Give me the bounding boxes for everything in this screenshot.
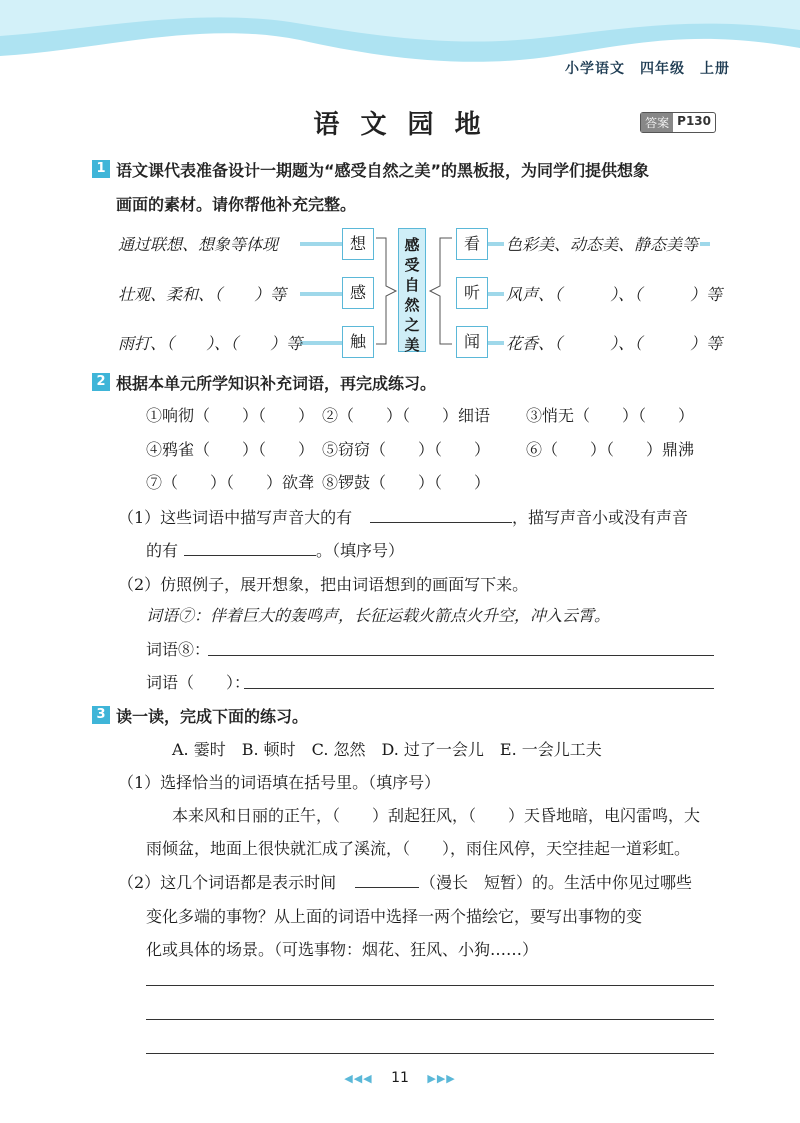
- q1-text-line2: 画面的素材。请你帮他补充完整。: [116, 195, 357, 214]
- question-number-3: 3: [92, 706, 110, 724]
- right-row-2-text: 风声、（ ）、（ ）等: [504, 282, 724, 305]
- right-arrows-icon: ▶▶▶: [427, 1072, 456, 1085]
- book-label: 小学语文 四年级 上册: [565, 61, 730, 77]
- q2-sub1-d: 。（填序号）: [316, 541, 405, 560]
- sense-box-feel: 感: [342, 277, 374, 309]
- left-bar-3: [300, 341, 342, 345]
- left-brace: [374, 236, 398, 346]
- word-1: ①响彻（ ）（ ）: [146, 406, 315, 425]
- writing-line-2[interactable]: [146, 1019, 714, 1020]
- q2-blank-quiet[interactable]: [184, 555, 316, 556]
- word-2: ②（ ）（ ）细语: [322, 406, 491, 425]
- sense-box-hear: 听: [456, 277, 488, 309]
- center-theme-box: [398, 228, 426, 352]
- q3-options: A. 霎时 B. 顿时 C. 忽然 D. 过了一会儿 E. 一会儿工夫: [172, 740, 602, 759]
- word-6: ⑥（ ）（ ）鼎沸: [526, 440, 695, 459]
- q3-blank-time[interactable]: [355, 887, 419, 888]
- q2-text: 根据本单元所学知识补充词语，再完成练习。: [116, 374, 437, 393]
- q3-sub1: （1）选择恰当的词语填在括号里。（填序号）: [118, 773, 441, 792]
- question-number-1: 1: [92, 160, 110, 178]
- left-arrows-icon: ◀◀◀: [344, 1072, 373, 1085]
- q2-answer-1-label: 词语⑧：: [146, 640, 211, 659]
- word-8: ⑧锣鼓（ ）（ ）: [322, 473, 491, 492]
- answer-tag[interactable]: [640, 112, 716, 133]
- word-3: ③悄无（ ）（ ）: [526, 406, 695, 425]
- sense-box-touch: 触: [342, 326, 374, 358]
- left-bar-2: [300, 292, 342, 296]
- q1-text-line1: 语文课代表准备设计一期题为“感受自然之美”的黑板报，为同学们提供想象: [116, 161, 650, 180]
- q2-sub1-c: 的有: [146, 541, 179, 560]
- writing-line-3[interactable]: [146, 1053, 714, 1054]
- q2-answer-2-line[interactable]: [244, 688, 714, 689]
- sense-box-smell: 闻: [456, 326, 488, 358]
- q2-sub1-a: （1）这些词语中描写声音大的有: [118, 508, 353, 527]
- page-number: 11: [391, 1070, 409, 1086]
- page-title: 语 文 园 地: [313, 110, 487, 140]
- center-theme: 感受自然之美: [404, 236, 420, 354]
- word-4: ④鸦雀（ ）（ ）: [146, 440, 315, 459]
- q3-sub2-b: （漫长 短暂）的。生活中你见过哪些: [420, 873, 693, 892]
- left-row-2-text: 壮观、柔和、（ ）等: [118, 285, 287, 304]
- word-7: ⑦（ ）（ ）欲聋: [146, 473, 315, 492]
- answer-label: 答案: [641, 113, 673, 132]
- word-5: ⑤窃窃（ ）（ ）: [322, 440, 491, 459]
- page-footer: [0, 1070, 800, 1086]
- q3-para-2: 雨倾盆，地面上很快就汇成了溪流，（ ），雨住风停，天空挂起一道彩虹。: [146, 839, 691, 858]
- question-number-2: 2: [92, 373, 110, 391]
- answer-page: P130: [677, 114, 711, 128]
- q2-answer-2-label: 词语（ ）：: [146, 673, 251, 692]
- q3-text: 读一读，完成下面的练习。: [116, 707, 309, 726]
- writing-line-1[interactable]: [146, 985, 714, 986]
- sense-box-think: 想: [342, 228, 374, 260]
- left-row-1-text: 通过联想、想象等体现: [118, 235, 279, 254]
- q2-sub1-b: ，描写声音小或没有声音: [512, 508, 689, 527]
- sense-box-see: 看: [456, 228, 488, 260]
- q2-example: 词语⑦：伴着巨大的轰鸣声，长征运载火箭点火升空，冲入云霄。: [146, 606, 611, 625]
- q3-para-1: 本来风和日丽的正午，（ ）刮起狂风，（ ）天昏地暗，电闪雷鸣，大: [172, 806, 701, 825]
- right-row-3-text: 花香、（ ）、（ ）等: [504, 331, 724, 354]
- right-row-1-text: 色彩美、动态美、静态美等: [504, 232, 700, 255]
- q3-sub2-a: （2）这几个词语都是表示时间: [118, 873, 337, 892]
- q2-blank-loud[interactable]: [370, 522, 512, 523]
- q3-sub2-c: 变化多端的事物？从上面的词语中选择一两个描绘它，要写出事物的变: [146, 907, 643, 926]
- q2-answer-1-line[interactable]: [208, 655, 714, 656]
- q3-sub2-d: 化或具体的场景。（可选事物：烟花、狂风、小狗……）: [146, 940, 539, 959]
- left-row-3-text: 雨打、（ ）、（ ）等: [118, 334, 303, 353]
- right-brace: [428, 236, 454, 346]
- q2-sub2: （2）仿照例子，展开想象，把由词语想到的画面写下来。: [118, 575, 529, 594]
- left-bar-1: [300, 242, 342, 246]
